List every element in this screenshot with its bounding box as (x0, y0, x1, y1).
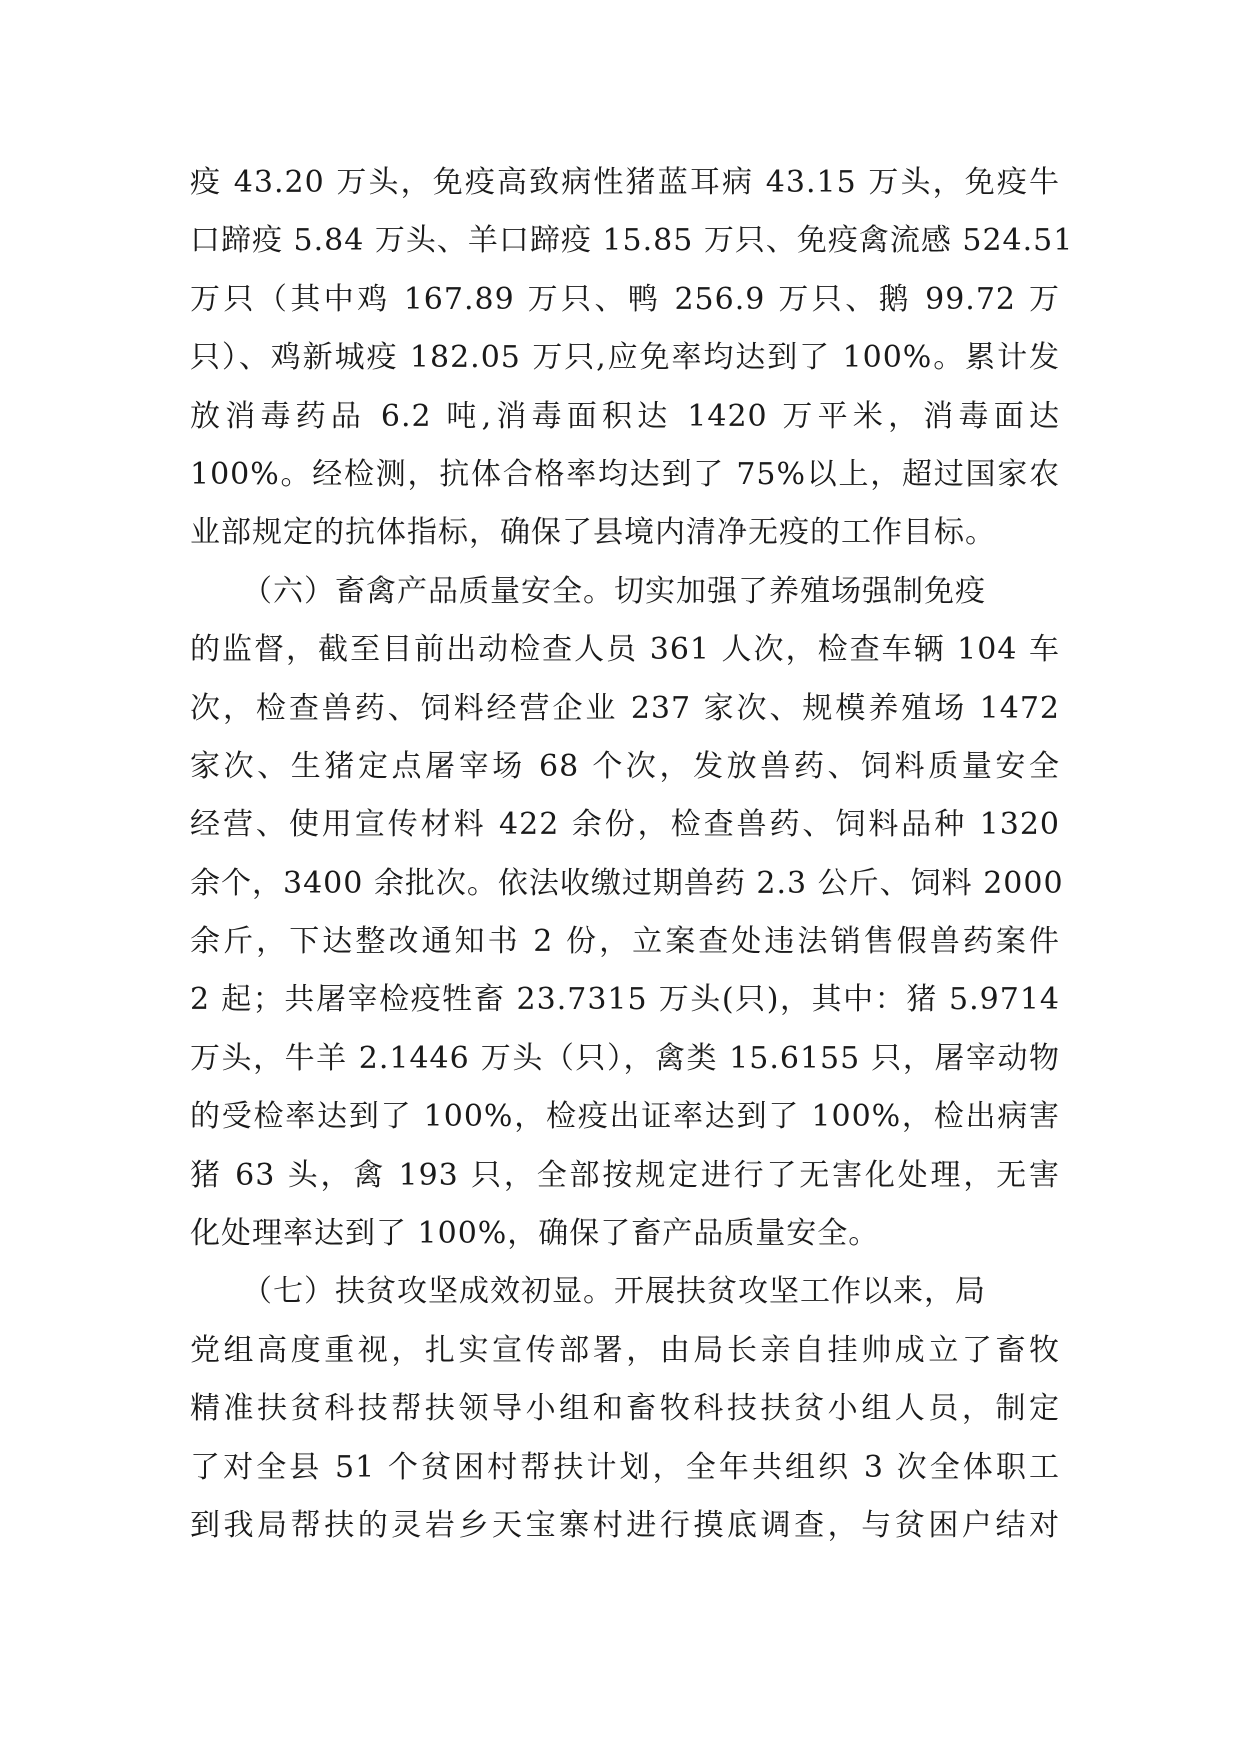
paragraph-heading-line: （六）畜禽产品质量安全。切实加强了养殖场强制免疫 (242, 573, 986, 609)
text-line: 精准扶贫科技帮扶领导小组和畜牧科技扶贫小组人员，制定 (190, 1391, 1060, 1427)
text-line: 了对全县 51 个贫困村帮扶计划，全年共组织 3 次全体职工 (190, 1449, 1060, 1485)
text-line: 经营、使用宣传材料 422 余份，检查兽药、饲料品种 1320 (190, 807, 1060, 843)
text-line: 放消毒药品 6.2 吨,消毒面积达 1420 万平米，消毒面达 (190, 398, 1060, 434)
text-line: 党组高度重视，扎实宣传部署，由局长亲自挂帅成立了畜牧 (190, 1332, 1060, 1368)
text-line: 余个，3400 余批次。依法收缴过期兽药 2.3 公斤、饲料 2000 (190, 865, 1064, 901)
text-line: 的监督，截至目前出动检查人员 361 人次，检查车辆 104 车 (190, 632, 1060, 668)
text-line: 到我局帮扶的灵岩乡天宝寨村进行摸底调查，与贫困户结对 (190, 1507, 1060, 1543)
text-line: 万只（其中鸡 167.89 万只、鸭 256.9 万只、鹅 99.72 万 (190, 281, 1060, 317)
text-line: 余斤，下达整改通知书 2 份，立案查处违法销售假兽药案件 (190, 924, 1060, 960)
text-line: 100%。经检测，抗体合格率均达到了 75%以上，超过国家农 (190, 456, 1060, 492)
text-line: 次，检查兽药、饲料经营企业 237 家次、规模养殖场 1472 (190, 690, 1060, 726)
paragraph-heading-line: （七）扶贫攻坚成效初显。开展扶贫攻坚工作以来，局 (242, 1274, 986, 1310)
text-line: 家次、生猪定点屠宰场 68 个次，发放兽药、饲料质量安全 (190, 748, 1060, 784)
text-line: 的受检率达到了 100%，检疫出证率达到了 100%，检出病害 (190, 1099, 1060, 1135)
text-line: 猪 63 头，禽 193 只，全部按规定进行了无害化处理，无害 (190, 1157, 1060, 1193)
text-line: 2 起；共屠宰检疫牲畜 23.7315 万头(只)，其中：猪 5.9714 (190, 982, 1060, 1018)
text-line: 口蹄疫 5.84 万头、羊口蹄疫 15.85 万只、免疫禽流感 524.51 (190, 223, 1074, 259)
text-line: 只）、鸡新城疫 182.05 万只,应免率均达到了 100%。累计发 (190, 340, 1060, 376)
text-line: 化处理率达到了 100%，确保了畜产品质量安全。 (190, 1216, 880, 1252)
text-line: 疫 43.20 万头，免疫高致病性猪蓝耳病 43.15 万头，免疫牛 (190, 165, 1060, 200)
document-body (190, 154, 1074, 1555)
text-line: 万头，牛羊 2.1446 万头（只），禽类 15.6155 只，屠宰动物 (190, 1040, 1060, 1076)
text-line: 业部规定的抗体指标，确保了县境内清净无疫的工作目标。 (190, 515, 996, 551)
